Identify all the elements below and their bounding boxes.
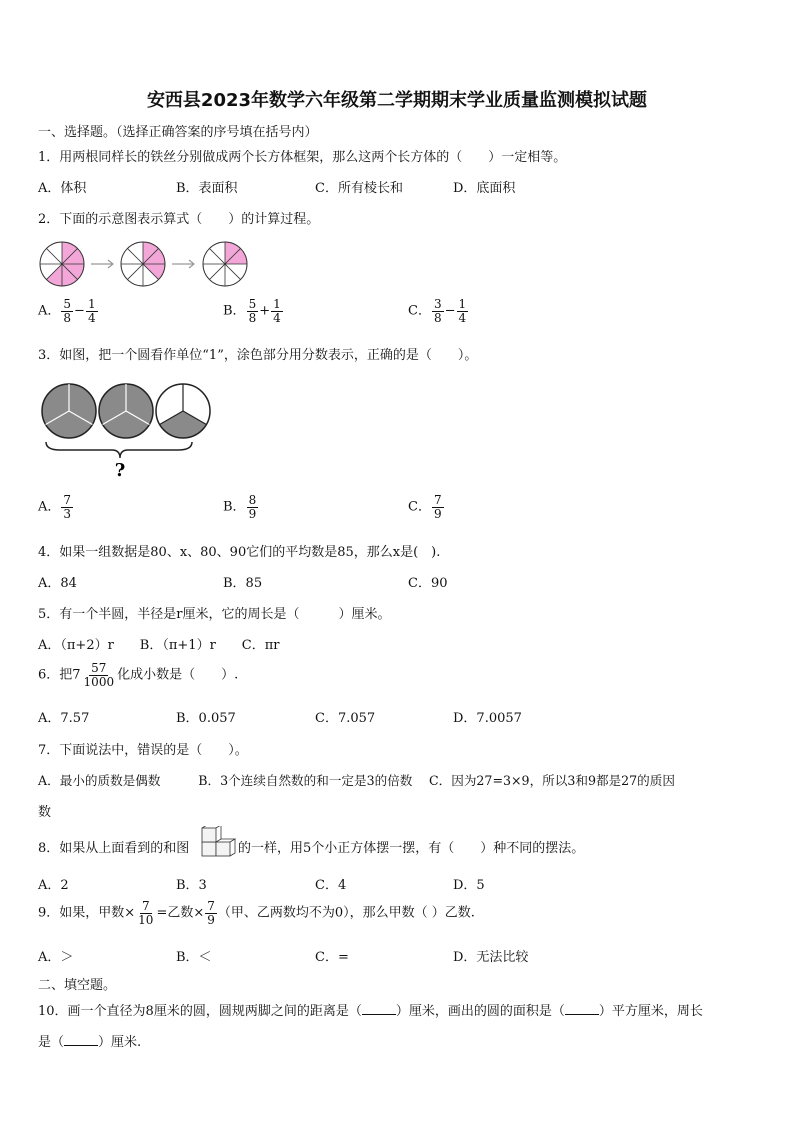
circle-full-shaded <box>99 384 153 438</box>
circle-two-eighths <box>203 242 247 286</box>
denominator: 8 <box>433 310 442 325</box>
option-label: C． <box>408 303 431 319</box>
numerator: 7 <box>141 899 150 913</box>
fraction <box>136 900 155 926</box>
arrow-icon <box>91 260 113 268</box>
denominator: 1000 <box>83 674 115 689</box>
numerator: 3 <box>433 297 442 311</box>
arrow-icon <box>172 260 194 268</box>
question-6-stem <box>38 662 238 688</box>
q8-option-d: D．5 <box>453 878 485 893</box>
denominator: 4 <box>87 310 96 325</box>
option-label: B． <box>223 303 246 319</box>
q6-option-c: C．7.057 <box>315 711 376 726</box>
question-2-stem: 2．下面的示意图表示算式（ ）的计算过程。 <box>38 212 320 227</box>
denominator: 9 <box>433 506 442 521</box>
question-10-line-1 <box>38 1000 703 1019</box>
fraction <box>457 298 469 324</box>
option-label: C． <box>408 499 431 515</box>
question-9-stem <box>38 900 475 926</box>
q10-text: ）厘米. <box>98 1035 142 1050</box>
q4-option-a: A．84 <box>38 576 77 591</box>
denominator: 10 <box>138 912 154 927</box>
q7-options-wrap: 数 <box>38 805 52 820</box>
q6-prefix: 6．把7 <box>38 667 81 683</box>
q9-option-c: C．= <box>315 950 349 965</box>
question-mark: ? <box>114 460 126 481</box>
section-heading-choice: 一、选择题。（选择正确答案的序号填在括号内） <box>38 125 318 140</box>
q3-option-a <box>38 494 74 520</box>
question-5-stem: 5．有一个半圆，半径是r厘米，它的周长是（ ）厘米。 <box>38 607 391 622</box>
denominator: 8 <box>248 310 257 325</box>
numerator: 1 <box>273 297 281 311</box>
q2-option-c <box>408 298 469 324</box>
question-3-stem: 3．如图，把一个圆看作单位“1”，涂色部分用分数表示，正确的是（ ）。 <box>38 348 478 363</box>
operator: − <box>74 303 85 319</box>
q4-option-c: C．90 <box>408 576 448 591</box>
q10-text: ）厘米，画出的圆的面积是（ <box>395 1004 565 1019</box>
q10-text: 是（ <box>38 1035 65 1050</box>
q3-option-b <box>223 494 259 520</box>
answer-blank[interactable] <box>565 1002 599 1015</box>
question-10-line-2 <box>38 1031 141 1050</box>
q6-option-b: B．0.057 <box>176 711 236 726</box>
q7-options: A．最小的质数是偶数 B．3个连续自然数的和一定是3的倍数 C．因为27=3×9，所以3和9都是27的质因 <box>38 773 675 788</box>
q9-suffix: （甲、乙两数均不为0），那么甲数（ ）乙数. <box>217 905 475 921</box>
numerator: 8 <box>248 493 257 507</box>
q8-option-c: C．4 <box>315 878 347 893</box>
q9-option-d: D．无法比较 <box>453 950 529 965</box>
curly-brace <box>46 442 192 458</box>
q9-option-a: A．＞ <box>38 950 74 965</box>
q9-option-b: B．＜ <box>176 950 212 965</box>
answer-blank[interactable] <box>362 1002 396 1015</box>
circle-one-third-shaded <box>156 384 210 438</box>
numerator: 7 <box>433 493 442 507</box>
fraction <box>432 298 444 324</box>
circle-five-eighths <box>40 242 84 286</box>
q1-option-c: C．所有棱长和 <box>315 181 403 196</box>
q10-text: ）平方厘米，周长 <box>598 1004 703 1019</box>
fraction <box>247 494 259 520</box>
option-label: B． <box>223 499 246 515</box>
fraction-circle-diagram <box>36 238 254 290</box>
denominator: 3 <box>63 506 72 521</box>
q2-option-b <box>223 298 284 324</box>
q10-text: 10．画一个直径为8厘米的圆，圆规两脚之间的距离是（ <box>38 1004 362 1019</box>
numerator: 5 <box>248 297 257 311</box>
numerator: 1 <box>458 297 467 311</box>
option-label: A． <box>38 499 61 515</box>
q1-option-d: D．底面积 <box>453 181 516 196</box>
q2-option-a <box>38 298 99 324</box>
operator: + <box>259 303 271 319</box>
q9-prefix: 9．如果，甲数× <box>38 905 136 921</box>
page-title: 安西县2023年数学六年级第二学期期末学业质量监测模拟试题 <box>146 90 648 111</box>
numerator: 7 <box>207 899 215 913</box>
circle-three-eighths <box>121 242 165 286</box>
fraction <box>247 298 259 324</box>
question-4-stem: 4．如果一组数据是80、x、80、90它们的平均数是85，那么x是( ). <box>38 545 441 560</box>
numerator: 5 <box>63 297 72 311</box>
fraction <box>61 298 73 324</box>
numerator: 1 <box>87 297 96 311</box>
cube-top-view-icon <box>200 826 236 862</box>
answer-blank[interactable] <box>64 1033 98 1046</box>
question-8-stem-start: 8．如果从上面看到的和图 <box>38 841 190 856</box>
fraction <box>86 298 98 324</box>
q8-option-a: A．2 <box>38 878 69 893</box>
q8-option-b: B．3 <box>176 878 207 893</box>
circle-full-shaded <box>42 384 96 438</box>
denominator: 9 <box>207 912 215 927</box>
fraction <box>271 298 283 324</box>
q4-option-b: B．85 <box>223 576 263 591</box>
question-7-stem: 7．下面说法中，错误的是（ ）。 <box>38 743 248 758</box>
operator: − <box>444 303 456 319</box>
q6-option-d: D．7.0057 <box>453 711 522 726</box>
fraction <box>82 662 117 688</box>
fraction <box>61 494 73 520</box>
q9-middle: =乙数× <box>156 905 205 921</box>
q6-option-a: A．7.57 <box>38 711 90 726</box>
three-circles-diagram <box>40 382 214 482</box>
q3-option-c <box>408 494 445 520</box>
section-heading-fill: 二、填空题。 <box>38 978 117 993</box>
denominator: 8 <box>63 310 72 325</box>
q1-option-b: B．表面积 <box>176 181 238 196</box>
question-1-stem: 1．用两根同样长的铁丝分别做成两个长方体框架，那么这两个长方体的（ ）一定相等。 <box>38 150 567 165</box>
numerator: 7 <box>63 493 72 507</box>
q1-option-a: A．体积 <box>38 181 87 196</box>
fraction <box>205 900 217 926</box>
denominator: 4 <box>458 310 467 325</box>
denominator: 9 <box>248 506 257 521</box>
denominator: 4 <box>273 310 281 325</box>
option-label: A． <box>38 303 61 319</box>
numerator: 57 <box>91 661 107 675</box>
fraction <box>432 494 444 520</box>
question-8-stem-end: 的一样，用5个小正方体摆一摆，有（ ）种不同的摆法。 <box>238 841 585 856</box>
q6-suffix: 化成小数是（ ）. <box>117 667 239 683</box>
q5-options: A．（π+2）r B．（π+1）r C．πr <box>38 638 280 653</box>
